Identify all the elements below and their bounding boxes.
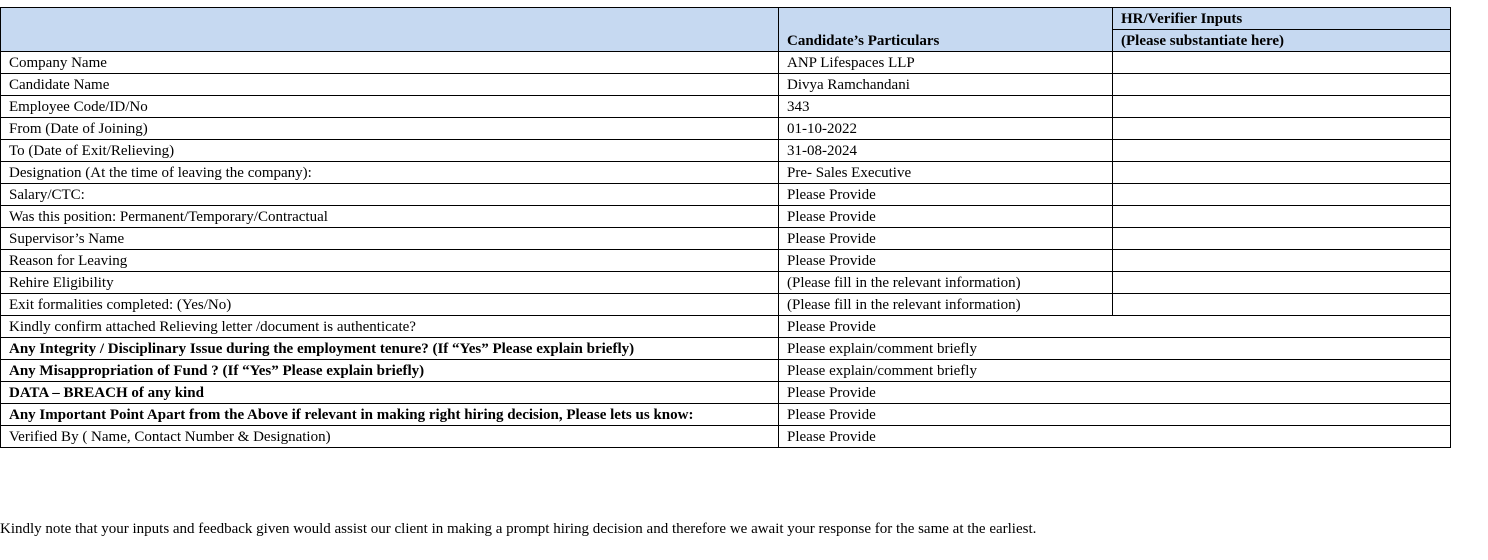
row-candidate-value: Please Provide (779, 316, 1451, 338)
table-row (1, 118, 1451, 140)
table-row (1, 228, 1451, 250)
row-hr-input-cell[interactable] (1113, 162, 1451, 184)
row-hr-input-cell[interactable] (1113, 74, 1451, 96)
row-label: Exit formalities completed: (Yes/No) (1, 294, 779, 316)
table-row (1, 272, 1451, 294)
row-candidate-value: (Please fill in the relevant information) (779, 294, 1113, 316)
row-candidate-value: Please Provide (779, 382, 1451, 404)
row-hr-input-cell[interactable] (1113, 184, 1451, 206)
row-label: Verified By ( Name, Contact Number & Designation) (1, 426, 779, 448)
row-label: From (Date of Joining) (1, 118, 779, 140)
header-label-cell (1, 8, 779, 52)
row-label: Any Misappropriation of Fund ? (If “Yes” Please explain briefly) (1, 360, 779, 382)
row-hr-input-cell[interactable] (1113, 52, 1451, 74)
row-label: Designation (At the time of leaving the company): (1, 162, 779, 184)
row-label: Kindly confirm attached Relieving letter /document is authenticate? (1, 316, 779, 338)
row-candidate-value: 01-10-2022 (779, 118, 1113, 140)
row-hr-input-cell[interactable] (1113, 250, 1451, 272)
table-row (1, 382, 1451, 404)
row-candidate-value: Please explain/comment briefly (779, 360, 1451, 382)
row-label: Any Integrity / Disciplinary Issue during the employment tenure? (If “Yes” Please explain briefly) (1, 338, 779, 360)
table-row (1, 162, 1451, 184)
row-label: Was this position: Permanent/Temporary/Contractual (1, 206, 779, 228)
header-hr-verifier-inputs: HR/Verifier Inputs (1113, 8, 1451, 30)
row-candidate-value: Divya Ramchandani (779, 74, 1113, 96)
table-row (1, 140, 1451, 162)
header-hr-substantiate: (Please substantiate here) (1113, 30, 1451, 52)
table-row (1, 426, 1451, 448)
row-candidate-value: Please Provide (779, 426, 1451, 448)
row-candidate-value: 31-08-2024 (779, 140, 1113, 162)
row-label: Employee Code/ID/No (1, 96, 779, 118)
row-candidate-value: Please explain/comment briefly (779, 338, 1451, 360)
table-row (1, 74, 1451, 96)
row-label: Supervisor’s Name (1, 228, 779, 250)
row-label: DATA – BREACH of any kind (1, 382, 779, 404)
row-label: Salary/CTC: (1, 184, 779, 206)
row-candidate-value: (Please fill in the relevant information) (779, 272, 1113, 294)
table-row (1, 250, 1451, 272)
row-candidate-value: Please Provide (779, 228, 1113, 250)
row-candidate-value: Please Provide (779, 404, 1451, 426)
table-row (1, 206, 1451, 228)
row-hr-input-cell[interactable] (1113, 206, 1451, 228)
table-row (1, 184, 1451, 206)
row-hr-input-cell[interactable] (1113, 118, 1451, 140)
row-hr-input-cell[interactable] (1113, 294, 1451, 316)
table-row (1, 96, 1451, 118)
verification-table (0, 7, 1451, 448)
row-label: To (Date of Exit/Relieving) (1, 140, 779, 162)
row-candidate-value: Pre- Sales Executive (779, 162, 1113, 184)
table-body (1, 8, 1451, 448)
row-label: Any Important Point Apart from the Above if relevant in making right hiring decision, Please lets us know: (1, 404, 779, 426)
table-row (1, 294, 1451, 316)
table-row (1, 52, 1451, 74)
row-hr-input-cell[interactable] (1113, 96, 1451, 118)
footer-note: Kindly note that your inputs and feedback given would assist our client in making a prompt hiring decision and therefore we await your response for the same at the earliest. (0, 521, 1037, 537)
row-hr-input-cell[interactable] (1113, 140, 1451, 162)
row-hr-input-cell[interactable] (1113, 272, 1451, 294)
row-label: Rehire Eligibility (1, 272, 779, 294)
row-candidate-value: Please Provide (779, 250, 1113, 272)
row-hr-input-cell[interactable] (1113, 228, 1451, 250)
header-row (1, 8, 1451, 30)
row-candidate-value: Please Provide (779, 206, 1113, 228)
table-row (1, 360, 1451, 382)
row-candidate-value: 343 (779, 96, 1113, 118)
row-candidate-value: Please Provide (779, 184, 1113, 206)
table-row (1, 316, 1451, 338)
row-candidate-value: ANP Lifespaces LLP (779, 52, 1113, 74)
header-candidate-particulars: Candidate’s Particulars (779, 8, 1113, 52)
row-label: Company Name (1, 52, 779, 74)
table-row (1, 404, 1451, 426)
row-label: Candidate Name (1, 74, 779, 96)
row-label: Reason for Leaving (1, 250, 779, 272)
table-row (1, 338, 1451, 360)
